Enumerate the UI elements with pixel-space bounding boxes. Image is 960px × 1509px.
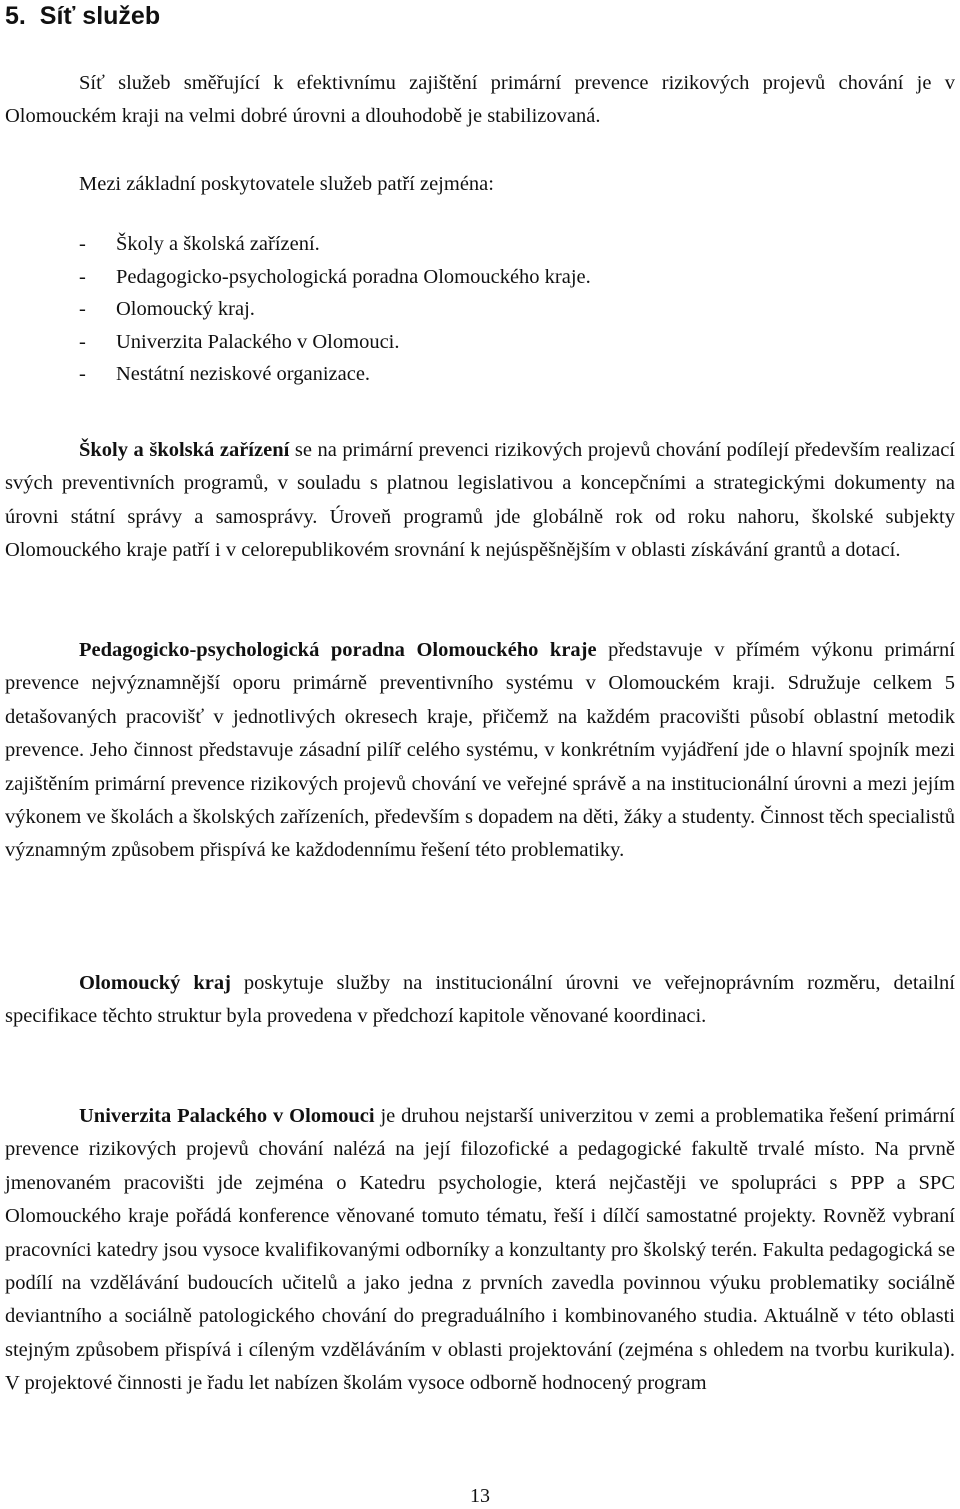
list-item: - Nestátní neziskové organizace. — [79, 358, 591, 391]
list-item: - Olomoucký kraj. — [79, 293, 591, 326]
bullet-dash: - — [79, 298, 86, 320]
intro-paragraph: Síť služeb směřující k efektivnímu zajištění primární prevence rizikových projevů chování je v Olomouckém kraji na velmi dobré úrovni a dlouhodobě je stabilizovaná. — [5, 72, 955, 128]
university-paragraph: Univerzita Palackého v Olomouci je druhou nejstarší univerzitou v zemi a problematika řešení primární prevence rizikových projevů chování nalézá na její filozofické a pedagogické fakultě trvalé místo. Na prvně jmenovaném pracovišti jde zejména o Katedru psychologie, která nejčastěji ve spolupráci s PPP a SPC Olomouckého kraje pořádá konference věnované tomuto tématu, řeší i dílčí samostatné projekty. Rovněž vybraní pracovníci katedry jsou vysoce kvalifikovanými odborníky a konzultanty pro školský terén. Fakulta pedagogická se podílí na vzdělávání budoucích učitelů a jako jedna z prvních zavedla povinnou výuku problematiky sociálně deviantního a sociálně patologického chování do pregraduálního i kombinovaného studia. Aktuálně v této oblasti stejným způsobem přispívá i cíleným vzděláváním v oblasti projektování (zejména s ohledem na tvorbu kurikula). V projektové činnosti je řadu let nabízen školám vysoce odborně hodnocený program — [5, 1105, 955, 1395]
section-title: Síť služeb — [39, 2, 161, 30]
providers-intro: Mezi základní poskytovatele služeb patří zejména: — [79, 173, 494, 195]
providers-list — [79, 228, 591, 391]
region-lead: Olomoucký kraj — [79, 972, 231, 994]
page-number: 13 — [470, 1485, 490, 1507]
ppp-paragraph: Pedagogicko-psychologická poradna Olomouckého kraje představuje v přímém výkonu primární prevence nejvýznamnější oporu primárně preventivního systému v Olomouckém kraji. Sdružuje celkem 5 detašovaných pracovišť v jednotlivých okresech kraje, přičemž na každém pracovišti působí oblastní metodik prevence. Jeho činnost představuje zásadní pilíř celého systému, v konkrétním vyjádření jde o hlavní spojník mezi zajištěním primární prevence rizikových projevů chování ve veřejné správě a na institucionální úrovni a mezi jejím výkonem ve školách a školských zařízeních, především s dopadem na děti, žáky a studenty. Činnost těch specialistů významným způsobem přispívá ke každodennímu řešení této problematiky. — [5, 639, 955, 862]
bullet-dash: - — [79, 265, 86, 288]
ppp-lead: Pedagogicko-psychologická poradna Olomouckého kraje — [79, 639, 597, 661]
bullet-dash: - — [79, 330, 86, 353]
schools-lead: Školy a školská zařízení — [79, 439, 290, 461]
list-item: - Školy a školská zařízení. — [79, 228, 591, 261]
list-item: - Pedagogicko-psychologická poradna Olomouckého kraje. — [79, 261, 591, 294]
bullet-dash: - — [79, 233, 86, 255]
section-number: 5. — [5, 2, 26, 30]
university-lead: Univerzita Palackého v Olomouci — [79, 1105, 375, 1127]
section-heading — [5, 0, 160, 32]
region-paragraph: Olomoucký kraj poskytuje služby na institucionální úrovni ve veřejnoprávním rozměru, detailní specifikace těchto struktur byla provedena v předchozí kapitole věnované koordinaci. — [5, 972, 955, 1028]
schools-paragraph: Školy a školská zařízení se na primární prevenci rizikových projevů chování podílejí především realizací svých preventivních programů, v souladu s platnou legislativou a koncepčními a strategickými dokumenty na úrovni státní správy a samosprávy. Úroveň programů jde globálně rok od roku nahoru, školské subjekty Olomouckého kraje patří i v celorepublikovém srovnání k nejúspěšnějším v oblasti získávání grantů a dotací. — [5, 439, 955, 562]
bullet-dash: - — [79, 363, 86, 385]
list-item: - Univerzita Palackého v Olomouci. — [79, 326, 591, 359]
